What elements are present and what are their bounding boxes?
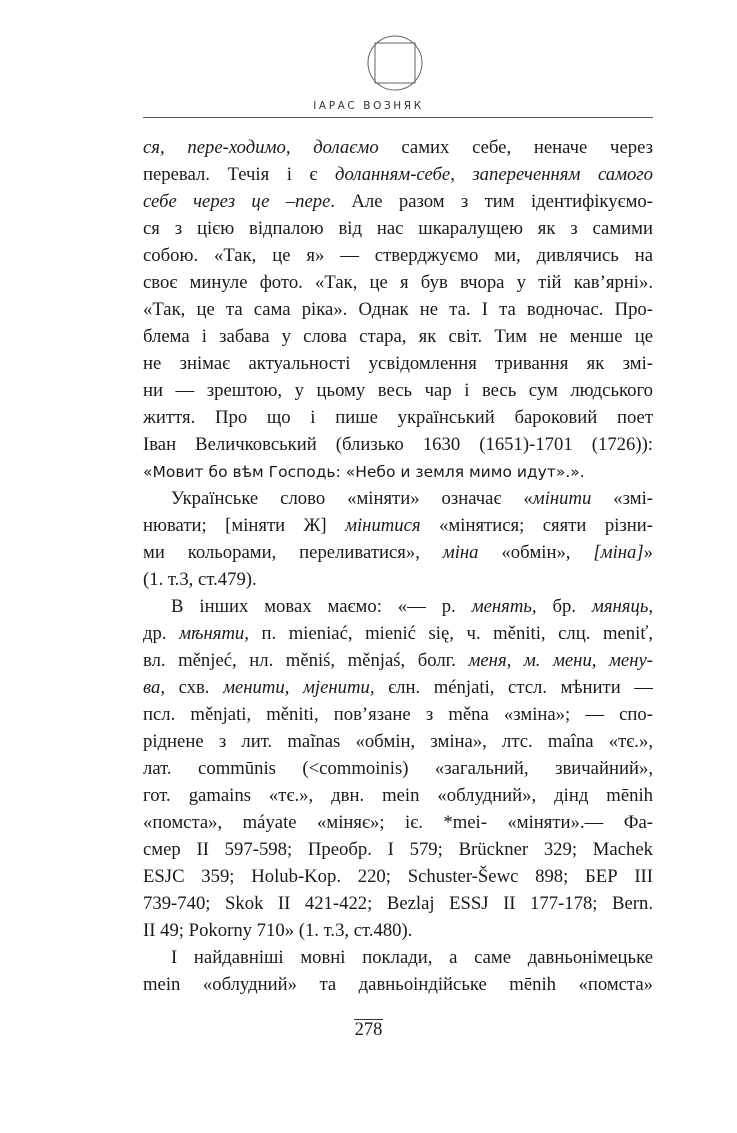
text-line <box>143 890 653 917</box>
text-line <box>143 755 653 782</box>
text-line <box>143 512 653 539</box>
text-span: самих себе, неначе через <box>378 137 653 158</box>
text-line <box>143 728 653 755</box>
text-line <box>143 188 653 215</box>
text-span: єлн. ménjati, стсл. мѣнити — <box>374 677 653 698</box>
text-line <box>143 323 653 350</box>
page-number <box>0 1020 737 1041</box>
text-line <box>143 701 653 728</box>
text-span: блема і забава у слова стара, як світ. Тим не менше це <box>143 326 653 347</box>
italic-text: себе через це –пере <box>143 191 331 212</box>
text-line <box>143 863 653 890</box>
italic-text: ва, <box>143 677 165 698</box>
text-line <box>143 566 653 593</box>
text-line <box>143 917 653 944</box>
text-span: своє минуле фото. «Так, це я був вчора у тій кав’ярні». <box>143 272 653 293</box>
text-span: «обмін», <box>478 542 594 563</box>
text-line <box>143 539 653 566</box>
text-span: ESJC 359; Holub-Kop. 220; Schuster-Šewc 898; БЕР III <box>143 866 653 887</box>
text-span: не знімає актуальності усвідомлення тривання як змі- <box>143 353 653 374</box>
text-line <box>143 593 653 620</box>
text-span: «Так, це та сама ріка». Однак не та. І та водночас. Про- <box>143 299 653 320</box>
text-span: II 49; Pokorny 710» (1. т.3, ст.480). <box>143 920 413 941</box>
text-span: др. <box>143 623 180 644</box>
text-span: ріднене з лит. maĩnas «обмін, зміна», лтс. maîna «тє.», <box>143 731 653 752</box>
text-span: «помста», máyate «міняє»; іє. *mei- «міняти».— Фа- <box>143 812 653 833</box>
text-span: лат. commūnis (<commoinis) «загальний, звичайний», <box>143 758 653 779</box>
italic-text: мінитися <box>345 515 421 536</box>
italic-text: мінити <box>532 488 592 509</box>
text-span: перевал. Течія і є <box>143 164 335 185</box>
text-span: «змі- <box>591 488 653 509</box>
church-slavonic-quote: «Мовит бо вѣм Господь: «Небо и земля мимо идут».». <box>143 463 585 481</box>
text-span: гот. gamains «тє.», двн. mein «облудний», дінд mēnih <box>143 785 653 806</box>
text-span: нювати; [міняти Ж] <box>143 515 346 536</box>
italic-text: меня, м. мени, мену- <box>468 650 653 671</box>
italic-text: мѣняти, <box>179 623 249 644</box>
italic-text: міна <box>442 542 479 563</box>
text-span: ни — зрештою, у цьому весь чар і весь сум людського <box>143 380 653 401</box>
italic-text: ся, пере-ходимо, долаємо <box>143 137 379 158</box>
text-line <box>143 269 653 296</box>
italic-text: [міна] <box>593 542 644 563</box>
text-line <box>143 836 653 863</box>
text-span: . Але разом з тим ідентифікуємо- <box>330 191 653 212</box>
text-line <box>143 296 653 323</box>
header-rule <box>143 117 653 118</box>
text-line <box>143 971 653 998</box>
text-span: В інших мовах маємо: «— р. <box>171 596 472 617</box>
text-span: п. mieniać, mienić się, ч. měniti, слц. meniť, <box>248 623 653 644</box>
text-line <box>143 404 653 431</box>
text-span: вл. měnjeć, нл. měniś, měnjaś, болг. <box>143 650 469 671</box>
italic-text: менять, <box>471 596 537 617</box>
running-header-author: ІАРАС ВОЗНЯК <box>313 100 424 112</box>
italic-text: мяняць, <box>591 596 653 617</box>
text-line <box>143 809 653 836</box>
text-line <box>143 458 653 485</box>
text-line <box>143 134 653 161</box>
text-line <box>143 944 653 971</box>
text-span: «мінятися; сяяти різни- <box>420 515 653 536</box>
text-span: 739-740; Skok II 421-422; Bezlaj ESSJ II 177-178; Bern. <box>143 893 653 914</box>
text-line <box>143 620 653 647</box>
text-span: І найдавніші мовні поклади, а саме давньонімецьке <box>171 947 653 968</box>
text-span: » <box>643 542 653 563</box>
text-span: смер II 597-598; Преобр. I 579; Brückner 329; Machek <box>143 839 653 860</box>
text-span: псл. měnjati, měniti, пов’язане з měna «зміна»; — спо- <box>143 704 653 725</box>
text-line <box>143 242 653 269</box>
text-line <box>143 431 653 458</box>
page-number-value: 278 <box>354 1020 383 1040</box>
text-line <box>143 161 653 188</box>
text-span: mein «облудний» та давньоіндійське mēnih «помста» <box>143 974 653 995</box>
italic-text: менити, мјенити, <box>223 677 375 698</box>
text-span: (1. т.3, ст.479). <box>143 569 257 590</box>
text-line <box>143 674 653 701</box>
text-line <box>143 377 653 404</box>
text-span: ся з цією відпалою від нас шкаралущею як з самими <box>143 218 653 239</box>
text-span: бр. <box>536 596 592 617</box>
text-span: собою. «Так, це я» — стверджуємо ми, дивлячись на <box>143 245 653 266</box>
text-span: Українське слово «міняти» означає « <box>171 488 533 509</box>
body-text <box>143 134 653 998</box>
text-line <box>143 647 653 674</box>
text-span: схв. <box>165 677 224 698</box>
text-span: життя. Про що і пише український бароковий поет <box>143 407 653 428</box>
text-line <box>143 485 653 512</box>
italic-text: доланням-себе, запереченням самого <box>334 164 653 185</box>
text-span: ми кольорами, переливатися», <box>143 542 443 563</box>
header-emblem-icon <box>366 34 424 92</box>
text-line <box>143 350 653 377</box>
text-span: Іван Величковський (близько 1630 (1651)-1701 (1726)): <box>143 434 653 455</box>
text-line <box>143 782 653 809</box>
text-line <box>143 215 653 242</box>
